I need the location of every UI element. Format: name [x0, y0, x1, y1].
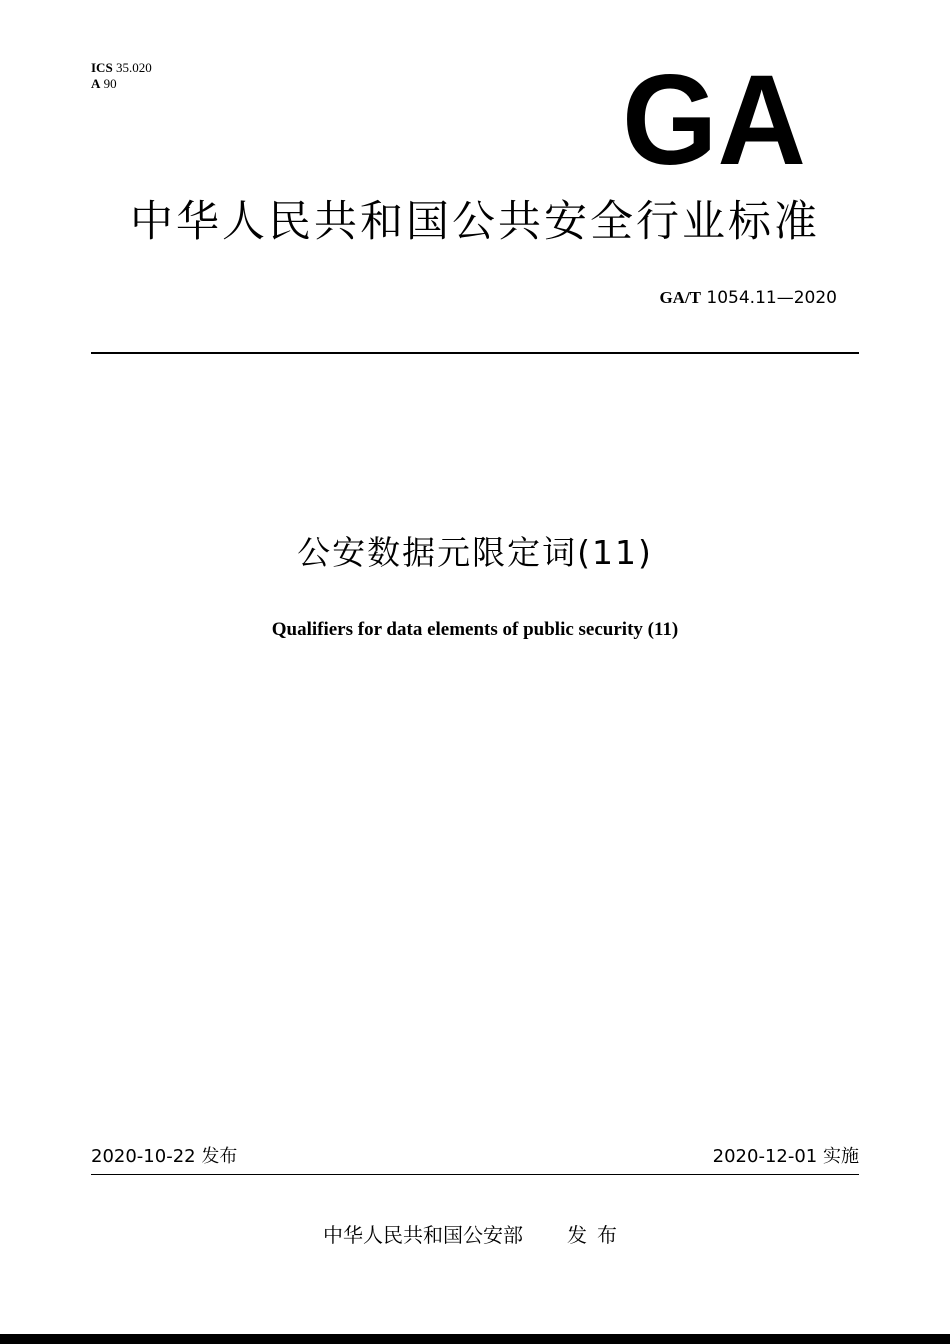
- implementation-date: 2020-12-01 实施: [712, 1146, 859, 1167]
- publisher-action: 发布: [567, 1223, 627, 1247]
- standard-code-number: 1054.11—2020: [706, 288, 837, 308]
- page-bottom-edge: [0, 1334, 950, 1344]
- ccs-code: [91, 76, 152, 92]
- bottom-divider: [91, 1174, 859, 1175]
- ga-logo-text: GA: [622, 72, 806, 166]
- ics-value: 35.020: [115, 60, 152, 75]
- document-title-english: Qualifiers for data elements of public security (11): [271, 619, 679, 640]
- ccs-value: 90: [103, 76, 117, 91]
- ga-logo: [622, 72, 806, 166]
- top-divider: [91, 352, 859, 354]
- standard-organization: 中华人民共和国公共安全行业标准: [130, 197, 820, 247]
- ics-label: ICS: [91, 60, 113, 75]
- issue-date: 2020-10-22 发布: [91, 1146, 238, 1167]
- publisher-name: 中华人民共和国公安部: [323, 1223, 523, 1247]
- publisher-line: [0, 1220, 950, 1250]
- standard-code: [659, 287, 837, 309]
- ccs-label: A: [91, 76, 101, 91]
- document-title-chinese: 公安数据元限定词(11): [297, 533, 653, 572]
- ics-code: [91, 60, 152, 76]
- standard-code-prefix: GA/T: [659, 288, 702, 307]
- classification-codes: [91, 60, 152, 92]
